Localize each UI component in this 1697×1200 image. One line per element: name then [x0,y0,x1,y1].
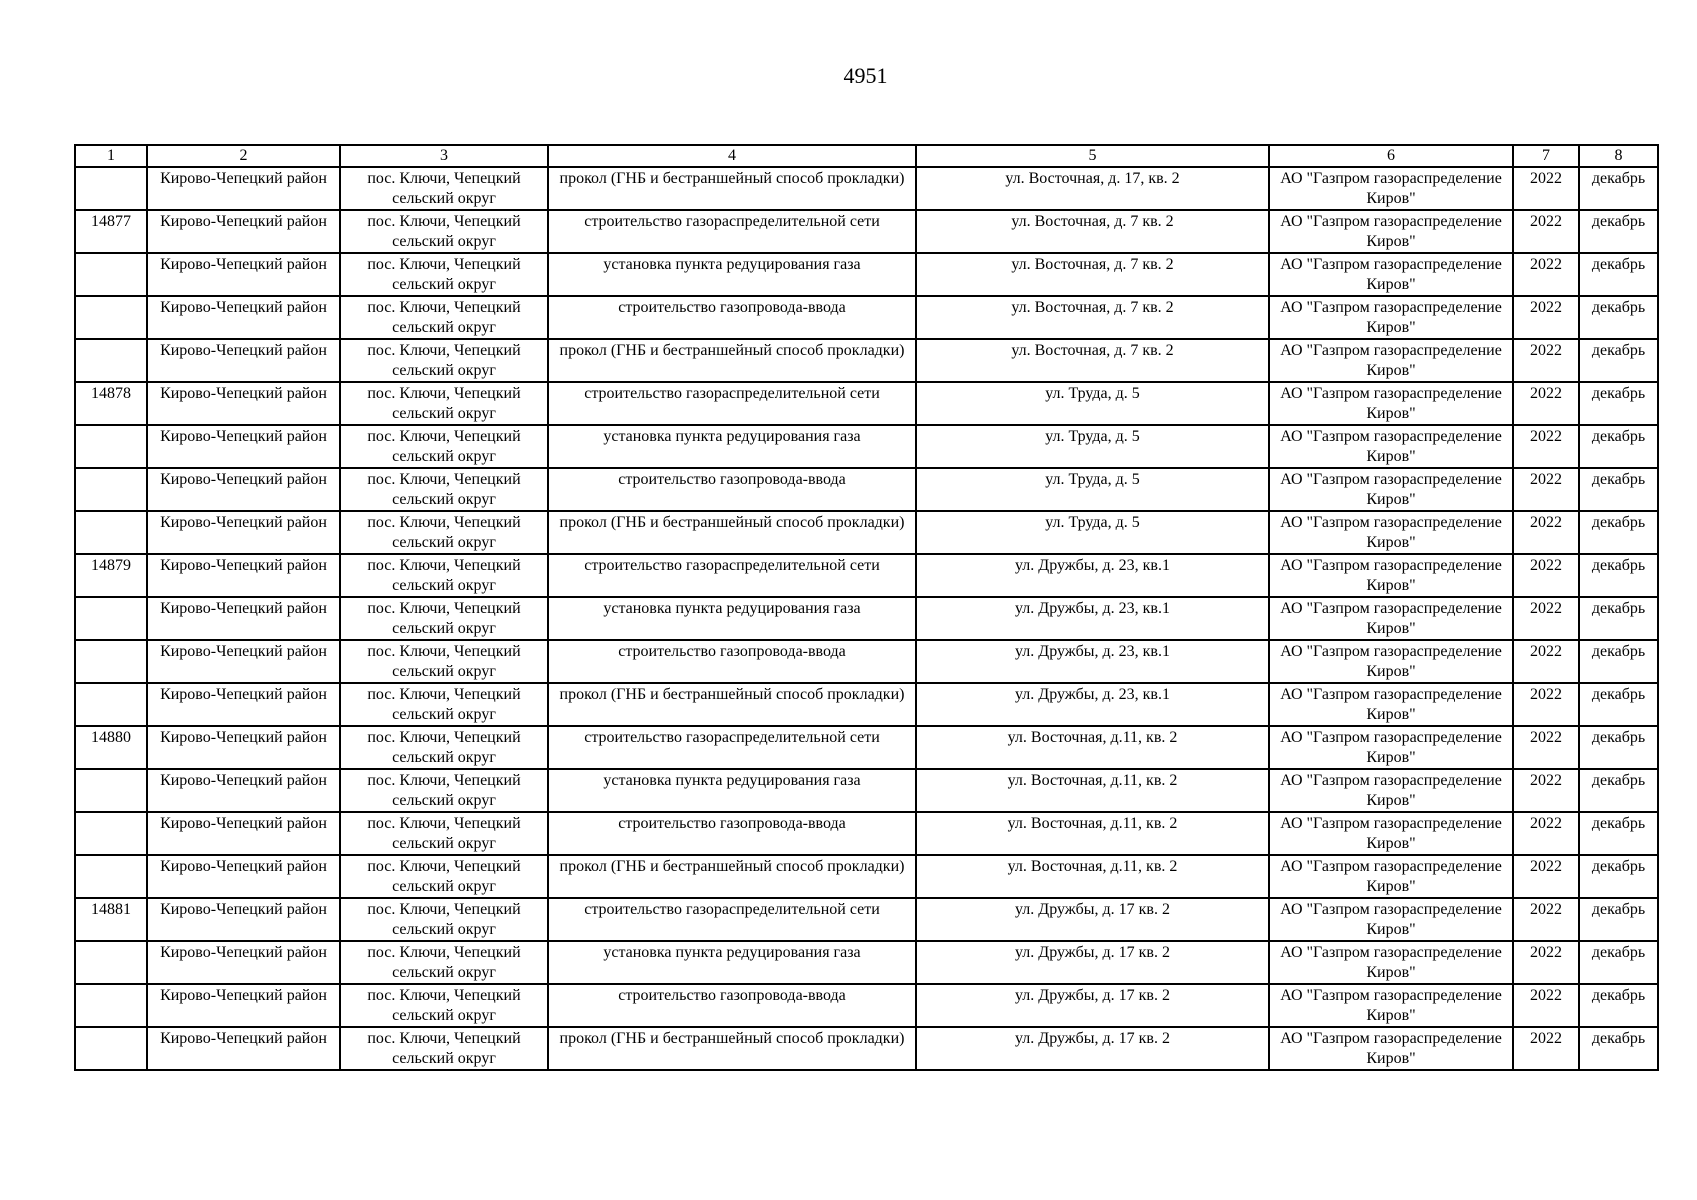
cell-month: декабрь [1579,1027,1658,1070]
cell-number: 14877 [75,210,147,253]
cell-month: декабрь [1579,769,1658,812]
cell-year: 2022 [1513,167,1579,210]
cell-work-type: прокол (ГНБ и бестраншейный способ прокладки) [548,1027,916,1070]
cell-year: 2022 [1513,726,1579,769]
cell-address: ул. Дружбы, д. 17 кв. 2 [916,984,1269,1027]
table-row [75,253,1658,296]
cell-district: Кирово-Чепецкий район [147,855,340,898]
cell-organization: АО "Газпром газораспределение Киров" [1269,769,1513,812]
cell-address: ул. Труда, д. 5 [916,511,1269,554]
cell-settlement: пос. Ключи, Чепецкий сельский округ [340,167,548,210]
cell-work-type: строительство газораспределительной сети [548,382,916,425]
cell-month: декабрь [1579,253,1658,296]
cell-month: декабрь [1579,898,1658,941]
cell-year: 2022 [1513,812,1579,855]
cell-number [75,425,147,468]
cell-work-type: установка пункта редуцирования газа [548,769,916,812]
table-row [75,1027,1658,1070]
cell-settlement: пос. Ключи, Чепецкий сельский округ [340,425,548,468]
cell-settlement: пос. Ключи, Чепецкий сельский округ [340,253,548,296]
table-row [75,210,1658,253]
cell-district: Кирово-Чепецкий район [147,425,340,468]
table-row [75,812,1658,855]
cell-month: декабрь [1579,468,1658,511]
cell-settlement: пос. Ключи, Чепецкий сельский округ [340,296,548,339]
cell-address: ул. Дружбы, д. 23, кв.1 [916,683,1269,726]
cell-year: 2022 [1513,210,1579,253]
cell-work-type: прокол (ГНБ и бестраншейный способ прокладки) [548,683,916,726]
cell-work-type: строительство газораспределительной сети [548,210,916,253]
cell-organization: АО "Газпром газораспределение Киров" [1269,167,1513,210]
cell-address: ул. Восточная, д.11, кв. 2 [916,769,1269,812]
cell-number [75,769,147,812]
cell-work-type: установка пункта редуцирования газа [548,253,916,296]
cell-work-type: строительство газораспределительной сети [548,554,916,597]
cell-address: ул. Труда, д. 5 [916,425,1269,468]
cell-month: декабрь [1579,984,1658,1027]
cell-year: 2022 [1513,640,1579,683]
cell-organization: АО "Газпром газораспределение Киров" [1269,554,1513,597]
cell-settlement: пос. Ключи, Чепецкий сельский округ [340,726,548,769]
cell-address: ул. Восточная, д. 17, кв. 2 [916,167,1269,210]
cell-number: 14879 [75,554,147,597]
cell-district: Кирово-Чепецкий район [147,382,340,425]
cell-address: ул. Восточная, д. 7 кв. 2 [916,253,1269,296]
cell-settlement: пос. Ключи, Чепецкий сельский округ [340,210,548,253]
table-row [75,468,1658,511]
table-row [75,855,1658,898]
cell-address: ул. Труда, д. 5 [916,468,1269,511]
cell-number [75,812,147,855]
cell-organization: АО "Газпром газораспределение Киров" [1269,382,1513,425]
cell-settlement: пос. Ключи, Чепецкий сельский округ [340,812,548,855]
cell-organization: АО "Газпром газораспределение Киров" [1269,855,1513,898]
table-row [75,597,1658,640]
cell-settlement: пос. Ключи, Чепецкий сельский округ [340,683,548,726]
cell-month: декабрь [1579,597,1658,640]
column-header: 1 [75,145,147,167]
cell-organization: АО "Газпром газораспределение Киров" [1269,425,1513,468]
cell-address: ул. Дружбы, д. 23, кв.1 [916,640,1269,683]
cell-year: 2022 [1513,683,1579,726]
cell-organization: АО "Газпром газораспределение Киров" [1269,511,1513,554]
table-row [75,726,1658,769]
cell-address: ул. Восточная, д. 7 кв. 2 [916,210,1269,253]
cell-district: Кирово-Чепецкий район [147,296,340,339]
cell-work-type: строительство газопровода-ввода [548,296,916,339]
cell-month: декабрь [1579,296,1658,339]
cell-organization: АО "Газпром газораспределение Киров" [1269,210,1513,253]
cell-organization: АО "Газпром газораспределение Киров" [1269,640,1513,683]
table-row [75,554,1658,597]
cell-work-type: прокол (ГНБ и бестраншейный способ прокладки) [548,855,916,898]
cell-work-type: установка пункта редуцирования газа [548,425,916,468]
cell-work-type: установка пункта редуцирования газа [548,941,916,984]
cell-number [75,683,147,726]
cell-settlement: пос. Ключи, Чепецкий сельский округ [340,855,548,898]
cell-month: декабрь [1579,726,1658,769]
cell-work-type: прокол (ГНБ и бестраншейный способ прокладки) [548,511,916,554]
cell-organization: АО "Газпром газораспределение Киров" [1269,339,1513,382]
cell-settlement: пос. Ключи, Чепецкий сельский округ [340,339,548,382]
cell-work-type: строительство газопровода-ввода [548,984,916,1027]
cell-settlement: пос. Ключи, Чепецкий сельский округ [340,898,548,941]
cell-year: 2022 [1513,855,1579,898]
cell-month: декабрь [1579,683,1658,726]
cell-number [75,511,147,554]
cell-organization: АО "Газпром газораспределение Киров" [1269,597,1513,640]
cell-month: декабрь [1579,812,1658,855]
cell-district: Кирово-Чепецкий район [147,253,340,296]
cell-organization: АО "Газпром газораспределение Киров" [1269,898,1513,941]
cell-number [75,640,147,683]
cell-work-type: прокол (ГНБ и бестраншейный способ прокладки) [548,339,916,382]
column-header: 3 [340,145,548,167]
cell-district: Кирово-Чепецкий район [147,640,340,683]
cell-month: декабрь [1579,210,1658,253]
cell-organization: АО "Газпром газораспределение Киров" [1269,941,1513,984]
cell-address: ул. Дружбы, д. 17 кв. 2 [916,1027,1269,1070]
cell-number [75,941,147,984]
cell-district: Кирово-Чепецкий район [147,812,340,855]
cell-month: декабрь [1579,425,1658,468]
cell-organization: АО "Газпром газораспределение Киров" [1269,726,1513,769]
cell-organization: АО "Газпром газораспределение Киров" [1269,1027,1513,1070]
column-header: 4 [548,145,916,167]
cell-settlement: пос. Ключи, Чепецкий сельский округ [340,941,548,984]
cell-number [75,1027,147,1070]
cell-work-type: строительство газопровода-ввода [548,812,916,855]
cell-number [75,984,147,1027]
cell-address: ул. Дружбы, д. 17 кв. 2 [916,941,1269,984]
cell-district: Кирово-Чепецкий район [147,984,340,1027]
cell-month: декабрь [1579,640,1658,683]
cell-district: Кирово-Чепецкий район [147,683,340,726]
cell-district: Кирово-Чепецкий район [147,339,340,382]
cell-number [75,253,147,296]
cell-number: 14878 [75,382,147,425]
cell-work-type: установка пункта редуцирования газа [548,597,916,640]
cell-year: 2022 [1513,898,1579,941]
cell-address: ул. Восточная, д.11, кв. 2 [916,812,1269,855]
column-header: 5 [916,145,1269,167]
cell-district: Кирово-Чепецкий район [147,554,340,597]
table-row [75,167,1658,210]
table-row [75,382,1658,425]
cell-year: 2022 [1513,941,1579,984]
cell-work-type: строительство газораспределительной сети [548,898,916,941]
cell-month: декабрь [1579,339,1658,382]
cell-number [75,339,147,382]
cell-settlement: пос. Ключи, Чепецкий сельский округ [340,468,548,511]
data-table [74,144,1659,1071]
table-row [75,941,1658,984]
cell-year: 2022 [1513,468,1579,511]
cell-district: Кирово-Чепецкий район [147,941,340,984]
cell-address: ул. Дружбы, д. 17 кв. 2 [916,898,1269,941]
cell-settlement: пос. Ключи, Чепецкий сельский округ [340,984,548,1027]
cell-month: декабрь [1579,511,1658,554]
table-row [75,769,1658,812]
cell-month: декабрь [1579,554,1658,597]
cell-address: ул. Восточная, д. 7 кв. 2 [916,296,1269,339]
cell-settlement: пос. Ключи, Чепецкий сельский округ [340,554,548,597]
cell-month: декабрь [1579,167,1658,210]
cell-number [75,296,147,339]
cell-organization: АО "Газпром газораспределение Киров" [1269,683,1513,726]
cell-organization: АО "Газпром газораспределение Киров" [1269,296,1513,339]
page-number: 4951 [843,63,888,88]
cell-year: 2022 [1513,984,1579,1027]
cell-organization: АО "Газпром газораспределение Киров" [1269,984,1513,1027]
cell-work-type: прокол (ГНБ и бестраншейный способ прокладки) [548,167,916,210]
cell-month: декабрь [1579,855,1658,898]
cell-address: ул. Восточная, д.11, кв. 2 [916,855,1269,898]
cell-work-type: строительство газораспределительной сети [548,726,916,769]
cell-district: Кирово-Чепецкий район [147,726,340,769]
cell-address: ул. Дружбы, д. 23, кв.1 [916,597,1269,640]
cell-year: 2022 [1513,1027,1579,1070]
cell-organization: АО "Газпром газораспределение Киров" [1269,468,1513,511]
cell-district: Кирово-Чепецкий район [147,210,340,253]
cell-month: декабрь [1579,941,1658,984]
cell-address: ул. Восточная, д. 7 кв. 2 [916,339,1269,382]
cell-year: 2022 [1513,554,1579,597]
table-row [75,683,1658,726]
cell-district: Кирово-Чепецкий район [147,468,340,511]
table-row [75,640,1658,683]
cell-number [75,597,147,640]
cell-year: 2022 [1513,296,1579,339]
column-header: 2 [147,145,340,167]
cell-settlement: пос. Ключи, Чепецкий сельский округ [340,597,548,640]
cell-work-type: строительство газопровода-ввода [548,468,916,511]
column-header: 6 [1269,145,1513,167]
cell-district: Кирово-Чепецкий район [147,511,340,554]
cell-year: 2022 [1513,511,1579,554]
table-row [75,296,1658,339]
table-row [75,984,1658,1027]
cell-year: 2022 [1513,597,1579,640]
cell-district: Кирово-Чепецкий район [147,898,340,941]
cell-district: Кирово-Чепецкий район [147,597,340,640]
cell-year: 2022 [1513,769,1579,812]
cell-settlement: пос. Ключи, Чепецкий сельский округ [340,511,548,554]
cell-number [75,468,147,511]
cell-month: декабрь [1579,382,1658,425]
cell-number [75,855,147,898]
column-header: 8 [1579,145,1658,167]
cell-address: ул. Дружбы, д. 23, кв.1 [916,554,1269,597]
cell-number: 14880 [75,726,147,769]
table-row [75,339,1658,382]
cell-year: 2022 [1513,339,1579,382]
cell-number: 14881 [75,898,147,941]
cell-district: Кирово-Чепецкий район [147,769,340,812]
cell-settlement: пос. Ключи, Чепецкий сельский округ [340,640,548,683]
cell-address: ул. Труда, д. 5 [916,382,1269,425]
cell-address: ул. Восточная, д.11, кв. 2 [916,726,1269,769]
cell-organization: АО "Газпром газораспределение Киров" [1269,253,1513,296]
table-row [75,898,1658,941]
header-row [75,145,1658,167]
cell-year: 2022 [1513,382,1579,425]
cell-year: 2022 [1513,253,1579,296]
cell-district: Кирово-Чепецкий район [147,167,340,210]
cell-number [75,167,147,210]
table-row [75,425,1658,468]
column-header: 7 [1513,145,1579,167]
cell-work-type: строительство газопровода-ввода [548,640,916,683]
cell-settlement: пос. Ключи, Чепецкий сельский округ [340,382,548,425]
cell-settlement: пос. Ключи, Чепецкий сельский округ [340,1027,548,1070]
cell-district: Кирово-Чепецкий район [147,1027,340,1070]
cell-settlement: пос. Ключи, Чепецкий сельский округ [340,769,548,812]
table-row [75,511,1658,554]
cell-organization: АО "Газпром газораспределение Киров" [1269,812,1513,855]
cell-year: 2022 [1513,425,1579,468]
